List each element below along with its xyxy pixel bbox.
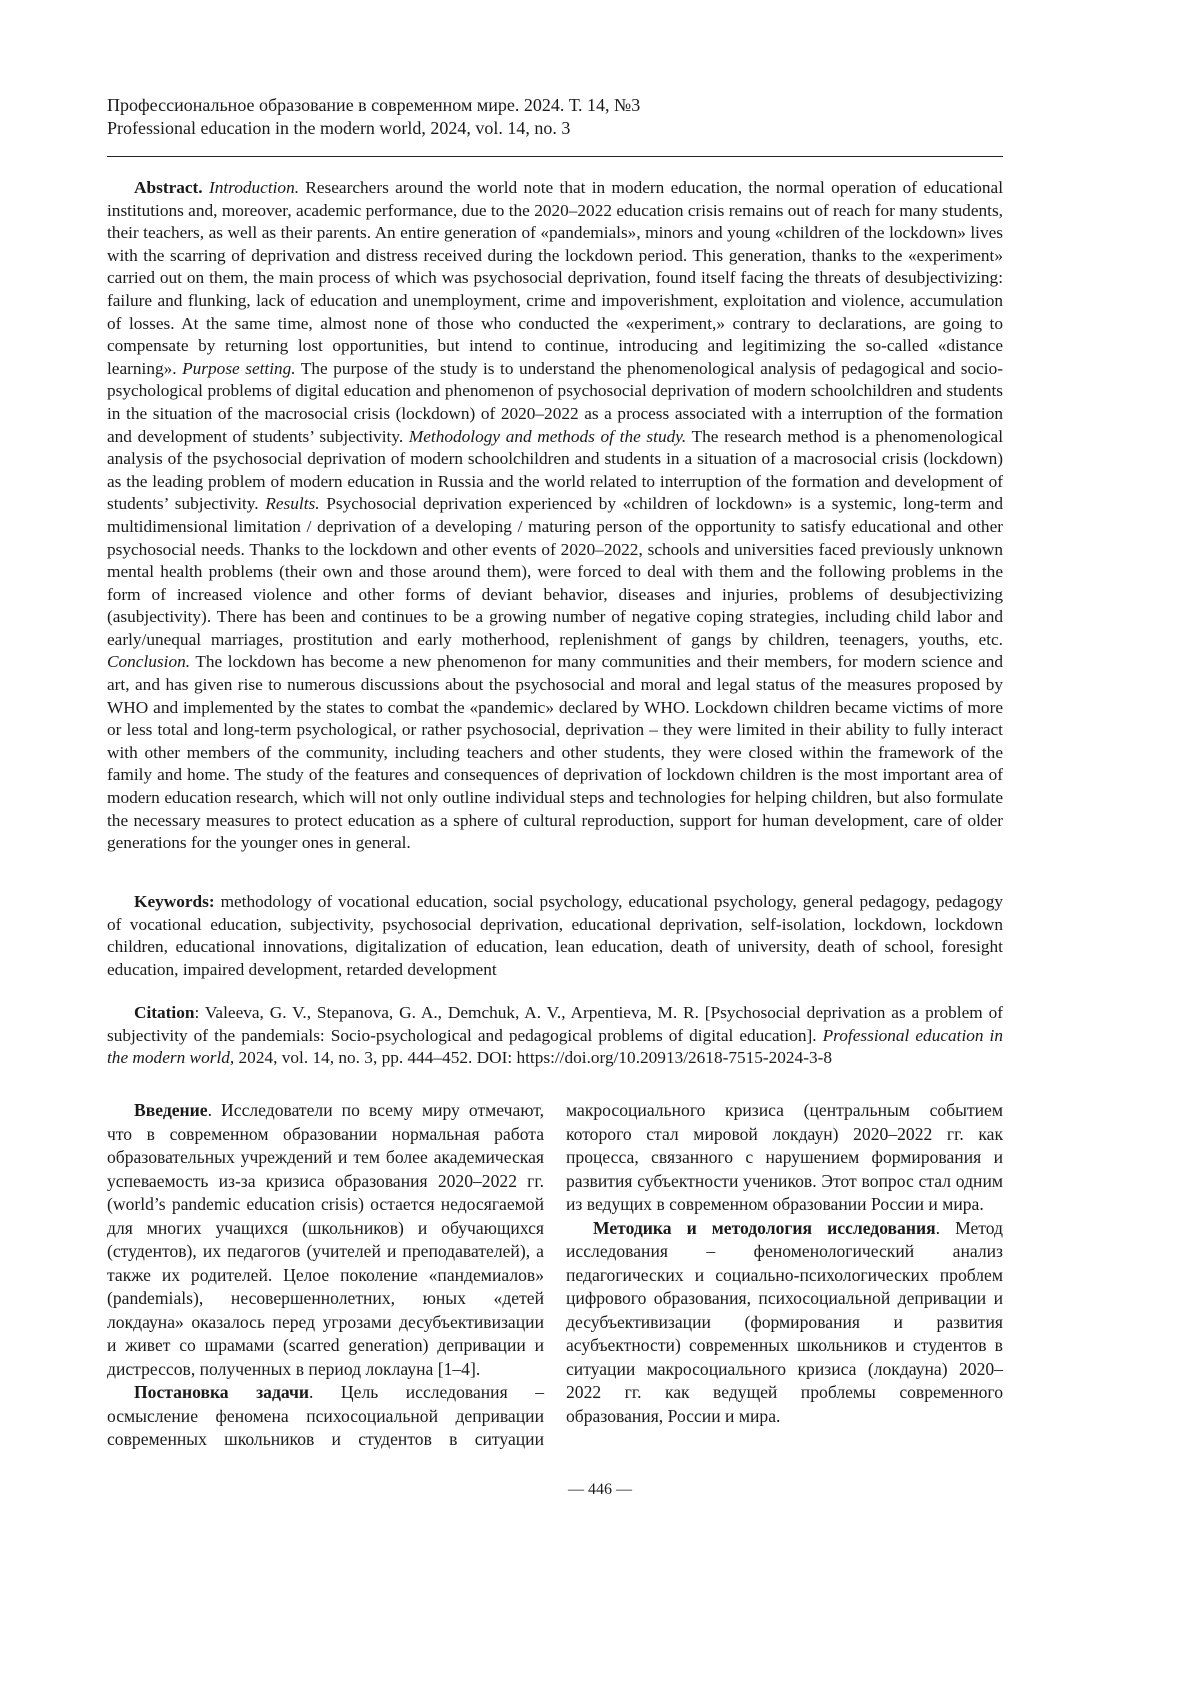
citation [107,1002,1003,1070]
purpose-label: Purpose setting. [182,359,296,378]
conclusion-label: Conclusion. [107,652,190,671]
keywords-label: Keywords: [134,892,215,911]
paragraph-text: . Исследователи по всему миру отмечают, что в современном образовании нормальная работа образовательных учреждений и тем более академическая успеваемость из-за кризиса образования 2020–2022 гг. (world’s pandemic education crisis) остается недосягаемой для многих учащихся (школьников) и обучающихся (студентов), их педагогов (учителей и преподавателей), а также их родителей. Целое поколение «пандемиалов» (pandemials), несовершеннолетних, юных «детей локдауна» оказалось перед угрозами десубъективизации и живет со шрамами (scarred generation) депривации и дистрессов, полученных в период локлауна [1–4]. [107,1100,544,1379]
section-label-problem: Постановка задачи [134,1382,309,1402]
paragraph-text: . Метод исследования – феноменологический анализ педагогических и социально-психологических проблем цифрового образования, психосоциальной депривации и десубъективизации (формирования и развития асубъектности) современных школьников и студентов в ситуации макросоциального кризиса (локдауна) 2020–2022 гг. как ведущей проблемы современного образования, России и мира. [566,1218,1003,1426]
citation-tail: 2024, vol. 14, no. 3, pp. 444–452. DOI: https://doi.org/10.20913/2618-7515-2024-3-8 [234,1048,832,1067]
section-label-methodology: Методика и методология исследования [593,1218,936,1238]
introduction-label: Introduction. [209,178,299,197]
methodology-text: The research method is a phenomenological analysis of the psychosocial deprivation of modern schoolchildren and students in a situation of a macrosocial crisis (lockdown) as the leading problem of modern education in Russia and the world related to interruption of the formation and development of students’ subjectivity. [107,427,1003,514]
abstract-label: Abstract. [134,178,203,197]
keywords-text: methodology of vocational education, social psychology, educational psychology, general pedagogy, pedagogy of vocational education, subjectivity, psychosocial deprivation, educational deprivation, self-isolation, lockdown, lockdown children, educational innovations, digitalization of education, lean education, death of university, death of school, foresight education, impaired development, retarded development [107,892,1003,979]
journal-header [107,94,1003,140]
paragraph-text: . Цель исследования – осмысление феномена психосоциальной депривации современных школьников и студентов в ситуации макросоциального кризиса (центральным событием которого стал мировой локдаун) 2020–2022 гг. как процесса, связанного с нарушением формирования и развития субъектности учеников. Этот вопрос стал одним из ведущих в современном образовании России и мира. [107,1100,1003,1449]
body-text [107,1099,1003,1459]
page-number: — 446 — [0,1481,1200,1499]
results-text: Psychosocial deprivation experienced by «children of lockdown» is a systemic, long-term and multidimensional limitation / deprivation of a developing / maturing person of the opportunity to satisfy educational and other psychosocial needs. Thanks to the lockdown and other events of 2020–2022, schools and universities faced previously unknown mental health problems (their own and those around them), were forced to deal with them and the following problems in the form of increased violence and other forms of deviant behavior, diseases and injuries, problems of desubjectivizing (asubjectivity). There has been and continues to be a growing number of negative coping strategies, including child labor and early/unequal marriages, prostitution and early motherhood, replenishment of gangs by children, teenagers, youths, etc. [107,494,1003,649]
abstract [107,177,1003,855]
introduction-text: Researchers around the world note that in modern education, the normal operation of educational institutions and, moreover, academic performance, due to the 2020–2022 education crisis remains out of reach for many students, their teachers, as well as their parents. An entire generation of «pandemials», minors and young «children of the lockdown» lives with the scarring of deprivation and distress received during the lockdown period. This generation, thanks to the «experiment» carried out on them, the main process of which was psychosocial deprivation, found itself facing the threats of desubjectivizing: failure and flunking, lack of education and unemployment, crime and impoverishment, exploitation and violence, accumulation of losses. At the same time, almost none of those who conducted the «experiment,» contrary to declarations, are going to compensate by returning lost opportunities, but intend to continue, introducing and legitimizing the so-called «distance learning». [107,178,1003,378]
paragraph-introduction [107,1099,544,1381]
keywords [107,891,1003,981]
journal-title-en: Professional education in the modern world, 2024, vol. 14, no. 3 [107,117,1003,140]
results-label: Results. [265,494,319,513]
purpose-text: The purpose of the study is to understand the phenomenological analysis of pedagogical and socio-psychological problems of digital education and phenomenon of psychosocial deprivation of modern schoolchildren and students in the situation of the macrosocial crisis (lockdown) of 2020–2022 as a process associated with a interruption of the formation and development of students’ subjectivity. [107,359,1003,446]
citation-label: Citation [134,1003,194,1022]
citation-journal: Professional education in the modern world, [107,1026,1003,1068]
paragraph-methodology [566,1217,1003,1429]
methodology-label: Methodology and methods of the study. [409,427,686,446]
header-divider [107,156,1003,157]
section-label-introduction: Введение [134,1100,208,1120]
conclusion-text: The lockdown has become a new phenomenon for many communities and their members, for modern science and art, and has given rise to numerous discussions about the psychosocial and moral and legal status of the measures proposed by WHO and implemented by the states to combat the «pandemic» declared by WHO. Lockdown children became victims of more or less total and long-term psychological, or rather psychosocial, deprivation – they were limited in their ability to fully interact with other members of the community, including teachers and other students, they were closed within the framework of the family and home. The study of the features and consequences of deprivation of lockdown children is the most important area of modern education research, which will not only outline individual steps and technologies for helping children, but also formulate the necessary measures to protect education as a sphere of cultural reproduction, support for human development, care of older generations for the younger ones in general. [107,652,1003,852]
citation-text: : Valeeva, G. V., Stepanova, G. A., Demchuk, A. V., Arpentieva, M. R. [Psychosocial deprivation as a problem of subjectivity of the pandemials: Socio-psychological and pedagogical problems of digital education]. [107,1003,1003,1045]
journal-title-ru: Профессиональное образование в современном мире. 2024. Т. 14, №3 [107,94,1003,117]
